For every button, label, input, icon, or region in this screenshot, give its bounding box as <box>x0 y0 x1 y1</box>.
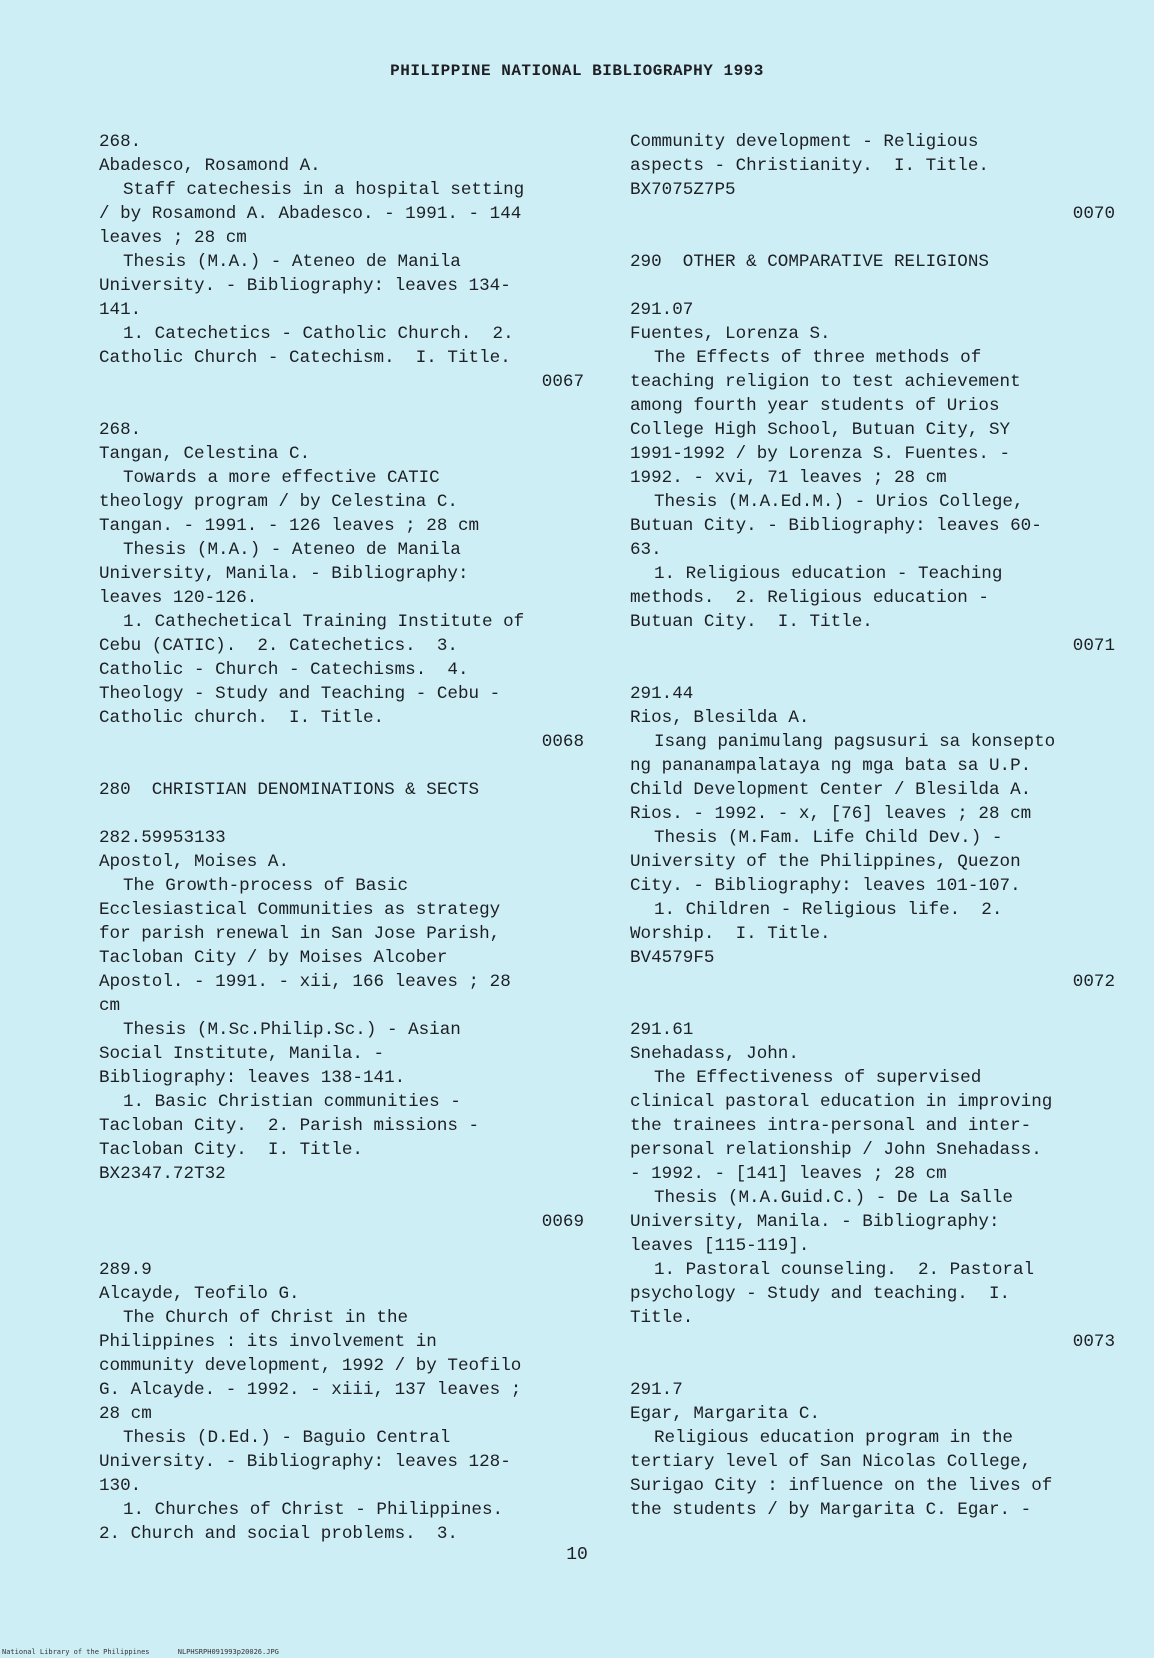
bibliography-entry <box>630 1378 1115 1522</box>
entry-line: 291.7 <box>630 1380 683 1400</box>
entry-line: Community development - Religious <box>630 132 979 152</box>
entry-line: Theology - Study and Teaching - Cebu - <box>99 684 501 704</box>
entry-line: 291.07 <box>630 300 694 320</box>
entry-line: 268. <box>99 132 142 152</box>
control-number: 0069 <box>541 1212 584 1232</box>
entry-line: Religious education program in the <box>654 1428 1013 1448</box>
entry-line: 1. Catechetics - Catholic Church. 2. <box>123 324 514 344</box>
entry-line: College High School, Butuan City, SY <box>630 420 1011 440</box>
entry-line: Thesis (M.Fam. Life Child Dev.) - <box>654 828 1003 848</box>
entry-line: Abadesco, Rosamond A. <box>99 156 321 176</box>
entry-line: Philippines : its involvement in <box>99 1332 437 1352</box>
entry-line: Rios. - 1992. - x, [76] leaves ; 28 cm <box>630 804 1032 824</box>
entry-line: Alcayde, Teofilo G. <box>99 1284 300 1304</box>
entry-line: Fuentes, Lorenza S. <box>630 324 831 344</box>
bibliography-entry <box>99 418 584 754</box>
entry-line: Catholic church. I. Title. <box>99 708 385 728</box>
entry-line: 1. Cathechetical Training Institute of <box>123 612 525 632</box>
entry-line: Thesis (M.Sc.Philip.Sc.) - Asian <box>123 1020 461 1040</box>
entry-line: G. Alcayde. - 1992. - xiii, 137 leaves ; <box>99 1380 522 1400</box>
entry-line: Egar, Margarita C. <box>630 1404 821 1424</box>
entry-line: Catholic - Church - Catechisms. 4. <box>99 660 469 680</box>
bibliography-entry <box>630 682 1115 994</box>
entry-line: personal relationship / John Snehadass. <box>630 1140 1042 1160</box>
entry-line: Tacloban City. 2. Parish missions - <box>99 1116 480 1136</box>
bibliography-entry <box>630 1018 1115 1354</box>
entry-line: Tacloban City / by Moises Alcober <box>99 948 448 968</box>
entry-line: 63. <box>630 540 662 560</box>
entry-line: Cebu (CATIC). 2. Catechetics. 3. <box>99 636 458 656</box>
section-heading: 280 CHRISTIAN DENOMINATIONS & SECTS <box>99 780 480 800</box>
entry-line: The Church of Christ in the <box>123 1308 409 1328</box>
entry-line: BX2347.72T32 <box>99 1164 226 1184</box>
entry-line: leaves ; 28 cm <box>99 228 247 248</box>
entry-line: University, Manila. - Bibliography: <box>99 564 469 584</box>
entry-line: Thesis (M.A.) - Ateneo de Manila <box>123 252 461 272</box>
entry-line: leaves [115-119]. <box>630 1236 810 1256</box>
entry-line: / by Rosamond A. Abadesco. - 1991. - 144 <box>99 204 522 224</box>
entry-line: Isang panimulang pagsusuri sa konsepto <box>654 732 1056 752</box>
entry-line: 268. <box>99 420 142 440</box>
footer-file: NLPHSRPH091993p20026.JPG <box>177 1648 279 1656</box>
bibliography-entry <box>630 130 1115 226</box>
entry-line: Thesis (M.A.Ed.M.) - Urios College, <box>654 492 1024 512</box>
entry-line: 2. Church and social problems. 3. <box>99 1524 458 1544</box>
page-header: PHILIPPINE NATIONAL BIBLIOGRAPHY 1993 <box>390 62 764 80</box>
control-number: 0071 <box>1072 636 1115 656</box>
entry-line: 130. <box>99 1476 142 1496</box>
entry-line: 1991-1992 / by Lorenza S. Fuentes. - <box>630 444 1011 464</box>
entry-line: The Effects of three methods of <box>654 348 982 368</box>
control-number: 0070 <box>1072 204 1115 224</box>
entry-line: Thesis (M.A.Guid.C.) - De La Salle <box>654 1188 1013 1208</box>
entry-line: 289.9 <box>99 1260 152 1280</box>
entry-line: Tacloban City. I. Title. <box>99 1140 363 1160</box>
entry-line: among fourth year students of Urios <box>630 396 1000 416</box>
section-heading: 290 OTHER & COMPARATIVE RELIGIONS <box>630 252 989 272</box>
bibliography-entry <box>99 1258 584 1546</box>
entry-line: BX7075Z7P5 <box>630 180 736 200</box>
entry-line: community development, 1992 / by Teofilo <box>99 1356 522 1376</box>
entry-line: Worship. I. Title. <box>630 924 831 944</box>
entry-line: The Effectiveness of supervised <box>654 1068 982 1088</box>
entry-line: Bibliography: leaves 138-141. <box>99 1068 406 1088</box>
entry-line: Butuan City. - Bibliography: leaves 60- <box>630 516 1042 536</box>
control-number: 0067 <box>541 372 584 392</box>
entry-line: University of the Philippines, Quezon <box>630 852 1021 872</box>
entry-line: Butuan City. I. Title. <box>630 612 873 632</box>
entry-line: Staff catechesis in a hospital setting <box>123 180 525 200</box>
entry-line: 1. Religious education - Teaching <box>654 564 1003 584</box>
control-number: 0072 <box>1072 972 1115 992</box>
entry-line: ng pananampalataya ng mga bata sa U.P. <box>630 756 1032 776</box>
entry-line: 1. Pastoral counseling. 2. Pastoral <box>654 1260 1035 1280</box>
bibliography-entry <box>99 130 584 394</box>
entry-line: Towards a more effective CATIC <box>123 468 440 488</box>
entry-line: University. - Bibliography: leaves 128- <box>99 1452 511 1472</box>
entry-line: the trainees intra-personal and inter- <box>630 1116 1032 1136</box>
entry-line: tertiary level of San Nicolas College, <box>630 1452 1032 1472</box>
entry-line: - 1992. - [141] leaves ; 28 cm <box>630 1164 947 1184</box>
entry-line: Social Institute, Manila. - <box>99 1044 385 1064</box>
bibliography-entry <box>99 826 584 1234</box>
entry-line: 291.44 <box>630 684 694 704</box>
entry-line: The Growth-process of Basic <box>123 876 409 896</box>
entry-line: leaves 120-126. <box>99 588 258 608</box>
entry-line: the students / by Margarita C. Egar. - <box>630 1500 1032 1520</box>
entry-line: methods. 2. Religious education - <box>630 588 989 608</box>
control-number: 0073 <box>1072 1332 1115 1352</box>
left-column <box>99 130 584 1570</box>
footer-library: National Library of the Philippines <box>2 1648 150 1656</box>
entry-line: for parish renewal in San Jose Parish, <box>99 924 501 944</box>
entry-line: Title. <box>630 1308 694 1328</box>
entry-line: psychology - Study and teaching. I. <box>630 1284 1011 1304</box>
page-number: 10 <box>566 1545 588 1565</box>
entry-line: University. - Bibliography: leaves 134- <box>99 276 511 296</box>
entry-line: 291.61 <box>630 1020 694 1040</box>
entry-line: 1. Basic Christian communities - <box>123 1092 461 1112</box>
entry-line: clinical pastoral education in improving <box>630 1092 1053 1112</box>
entry-line: Snehadass, John. <box>630 1044 799 1064</box>
entry-line: Surigao City : influence on the lives of <box>630 1476 1053 1496</box>
entry-line: theology program / by Celestina C. <box>99 492 458 512</box>
entry-line: Ecclesiastical Communities as strategy <box>99 900 501 920</box>
entry-line: Rios, Blesilda A. <box>630 708 810 728</box>
entry-line: Thesis (M.A.) - Ateneo de Manila <box>123 540 461 560</box>
entry-line: 1. Churches of Christ - Philippines. <box>123 1500 504 1520</box>
entry-line: Tangan. - 1991. - 126 leaves ; 28 cm <box>99 516 480 536</box>
entry-line: teaching religion to test achievement <box>630 372 1021 392</box>
entry-line: Tangan, Celestina C. <box>99 444 311 464</box>
entry-line: University, Manila. - Bibliography: <box>630 1212 1000 1232</box>
entry-line: 1. Children - Religious life. 2. <box>654 900 1003 920</box>
footer-note <box>2 1648 303 1656</box>
entry-line: Catholic Church - Catechism. I. Title. <box>99 348 511 368</box>
right-column <box>630 130 1115 1546</box>
control-number: 0068 <box>541 732 584 752</box>
entry-line: 141. <box>99 300 142 320</box>
entry-line: Child Development Center / Blesilda A. <box>630 780 1032 800</box>
entry-line <box>99 1186 584 1210</box>
entry-line: 282.59953133 <box>99 828 226 848</box>
entry-line: 28 cm <box>99 1404 152 1424</box>
entry-line: Apostol, Moises A. <box>99 852 290 872</box>
entry-line: aspects - Christianity. I. Title. <box>630 156 989 176</box>
entry-line: cm <box>99 996 121 1016</box>
entry-line: Apostol. - 1991. - xii, 166 leaves ; 28 <box>99 972 511 992</box>
entry-line: City. - Bibliography: leaves 101-107. <box>630 876 1021 896</box>
bibliography-entry <box>630 298 1115 658</box>
entry-line: Thesis (D.Ed.) - Baguio Central <box>123 1428 451 1448</box>
entry-line: BV4579F5 <box>630 948 715 968</box>
entry-line: 1992. - xvi, 71 leaves ; 28 cm <box>630 468 947 488</box>
